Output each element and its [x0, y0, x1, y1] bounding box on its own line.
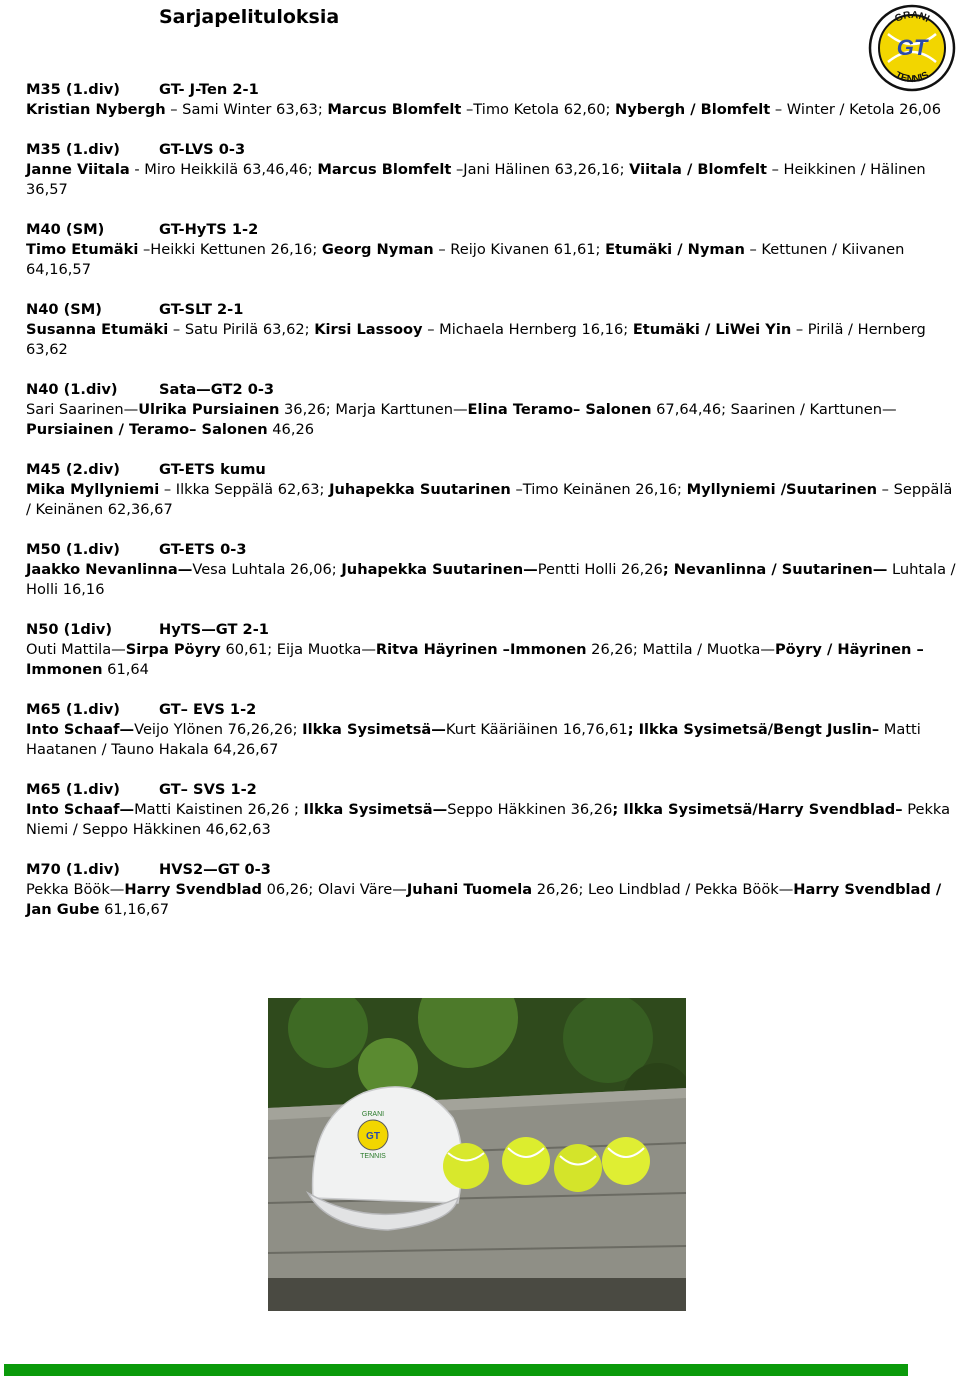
match-result — [26, 100, 956, 120]
match-block — [26, 220, 956, 280]
match-class: M35 (1.div) — [26, 81, 120, 98]
match-title: HVS2—GT 0-3 — [159, 861, 271, 878]
result-text: – Satu Pirilä 63,62; — [168, 321, 315, 338]
player-name: ; Ilkka Sysimetsä/Harry Svendblad– — [612, 801, 903, 818]
player-name: Harry Svendblad / Jan Gube — [26, 881, 942, 918]
match-title: GT-LVS 0-3 — [159, 141, 246, 158]
match-result — [26, 160, 956, 200]
match-title: GT-ETS 0-3 — [159, 541, 247, 558]
match-class: N50 (1div) — [26, 621, 113, 638]
result-text: Matti Haatanen / Tauno Hakala 64,26,67 — [26, 721, 921, 758]
match-title: Sata—GT2 0-3 — [159, 381, 275, 398]
match-header — [26, 860, 956, 880]
player-name: Viitala / Blomfelt — [629, 161, 767, 178]
result-text: – Winter / Ketola 26,06 — [770, 101, 942, 118]
result-text: – Pirilä / Hernberg 63,62 — [26, 321, 926, 358]
match-result — [26, 800, 956, 840]
cap-text-mid: GT — [366, 1131, 380, 1142]
result-text: – Reijo Kivanen 61,61; — [433, 241, 606, 258]
footer-bar — [4, 1364, 908, 1376]
player-name: Pöyry / Häyrinen – Immonen — [26, 641, 924, 678]
result-text: 61,64 — [102, 661, 149, 678]
player-name: Sirpa Pöyry — [125, 641, 221, 658]
cap-and-balls-photo — [268, 998, 686, 1311]
match-block — [26, 300, 956, 360]
result-text: –Heikki Kettunen 26,16; — [138, 241, 322, 258]
match-block — [26, 140, 956, 200]
player-name: ; Nevanlinna / Suutarinen— — [662, 561, 888, 578]
match-block — [26, 80, 956, 120]
match-header — [26, 300, 956, 320]
player-name: Juhani Tuomela — [406, 881, 533, 898]
match-header — [26, 460, 956, 480]
player-name: Myllyniemi /Suutarinen — [686, 481, 878, 498]
result-text: 06,26; Olavi Väre— — [261, 881, 407, 898]
result-text: – Ilkka Seppälä 62,63; — [159, 481, 330, 498]
page-title: Sarjapelituloksia — [159, 6, 340, 28]
result-text: 36,26; Marja Karttunen— — [279, 401, 468, 418]
result-text: – Sami Winter 63,63; — [165, 101, 328, 118]
match-block — [26, 380, 956, 440]
match-title: GT-ETS kumu — [159, 461, 266, 478]
player-name: Ulrika Pursiainen — [138, 401, 280, 418]
result-text: Vesa Luhtala 26,06; — [192, 561, 342, 578]
match-block — [26, 620, 956, 680]
match-class: M65 (1.div) — [26, 781, 120, 798]
player-name: Ilkka Sysimetsä— — [302, 721, 446, 738]
result-text: – Seppälä / Keinänen 62,36,67 — [26, 481, 953, 518]
result-text: Luhtala / Holli 16,16 — [26, 561, 956, 598]
match-class: M50 (1.div) — [26, 541, 120, 558]
result-text: –Jani Hälinen 63,26,16; — [451, 161, 630, 178]
result-text: Pekka Niemi / Seppo Häkkinen 46,62,63 — [26, 801, 951, 838]
player-name: Timo Etumäki — [26, 241, 139, 258]
result-text: 46,26 — [267, 421, 315, 438]
match-result — [26, 480, 956, 520]
match-class: N40 (SM) — [26, 301, 102, 318]
player-name: Mika Myllyniemi — [26, 481, 160, 498]
player-name: Etumäki / Nyman — [605, 241, 745, 258]
result-text: –Timo Ketola 62,60; — [461, 101, 616, 118]
match-result — [26, 640, 956, 680]
match-title: HyTS—GT 2-1 — [159, 621, 269, 638]
result-text: – Heikkinen / Hälinen 36,57 — [26, 161, 926, 198]
match-class: M40 (SM) — [26, 221, 105, 238]
player-name: Pursiainen / Teramo– Salonen — [26, 421, 268, 438]
player-name: Georg Nyman — [321, 241, 434, 258]
match-block — [26, 540, 956, 600]
player-name: Into Schaaf— — [26, 801, 135, 818]
logo-center-text: GT — [896, 35, 928, 60]
logo-bottom-text: TENNIS — [893, 69, 931, 86]
match-title: GT– EVS 1-2 — [159, 701, 257, 718]
player-name: Juhapekka Suutarinen— — [341, 561, 538, 578]
player-name: ; Ilkka Sysimetsä/Bengt Juslin– — [627, 721, 880, 738]
grani-tennis-logo — [868, 4, 956, 92]
match-header — [26, 220, 956, 240]
result-text: Kurt Kääriäinen 16,76,61 — [445, 721, 628, 738]
result-text: – Kettunen / Kiivanen 64,16,57 — [26, 241, 905, 278]
results-list — [26, 80, 956, 940]
player-name: Ritva Häyrinen –Immonen — [375, 641, 587, 658]
match-block — [26, 460, 956, 520]
result-text: Sari Saarinen— — [26, 401, 139, 418]
result-text: Outi Mattila— — [26, 641, 126, 658]
match-result — [26, 320, 956, 360]
match-result — [26, 720, 956, 760]
result-text: –Timo Keinänen 26,16; — [510, 481, 687, 498]
player-name: Janne Viitala — [26, 161, 130, 178]
result-text: Veijo Ylönen 76,26,26; — [134, 721, 303, 738]
player-name: Ilkka Sysimetsä— — [303, 801, 448, 818]
match-result — [26, 560, 956, 600]
cap-text-top: GRANI — [361, 1111, 385, 1118]
match-title: GT- J-Ten 2-1 — [159, 81, 259, 98]
player-name: Juhapekka Suutarinen — [329, 481, 511, 498]
result-text: 60,61; Eija Muotka— — [220, 641, 376, 658]
match-header — [26, 620, 956, 640]
player-name: Kristian Nybergh — [26, 101, 166, 118]
match-header — [26, 380, 956, 400]
result-text: 26,26; Leo Lindblad / Pekka Böök— — [532, 881, 794, 898]
player-name: Kirsi Lassooy — [314, 321, 423, 338]
match-result — [26, 400, 956, 440]
match-result — [26, 240, 956, 280]
result-text: – Michaela Hernberg 16,16; — [422, 321, 633, 338]
match-result — [26, 880, 956, 920]
match-header — [26, 80, 956, 100]
result-text: 61,16,67 — [99, 901, 170, 918]
match-header — [26, 540, 956, 560]
result-text: Pentti Holli 26,26 — [537, 561, 663, 578]
player-name: Marcus Blomfelt — [327, 101, 462, 118]
result-text: Pekka Böök— — [26, 881, 125, 898]
logo-top-text: GRANI — [893, 9, 932, 25]
result-text: - Miro Heikkilä 63,46,46; — [129, 161, 318, 178]
match-block — [26, 700, 956, 760]
player-name: Harry Svendblad — [124, 881, 262, 898]
player-name: Elina Teramo– Salonen — [467, 401, 652, 418]
match-class: N40 (1.div) — [26, 381, 118, 398]
player-name: Marcus Blomfelt — [317, 161, 452, 178]
match-class: M45 (2.div) — [26, 461, 120, 478]
player-name: Jaakko Nevanlinna— — [26, 561, 193, 578]
match-class: M35 (1.div) — [26, 141, 120, 158]
match-title: GT– SVS 1-2 — [159, 781, 257, 798]
match-header — [26, 700, 956, 720]
result-text: Seppo Häkkinen 36,26 — [447, 801, 613, 818]
player-name: Etumäki / LiWei Yin — [632, 321, 792, 338]
player-name: Nybergh / Blomfelt — [615, 101, 771, 118]
match-block — [26, 860, 956, 920]
cap-text-bottom: TENNIS — [360, 1153, 386, 1160]
player-name: Susanna Etumäki — [26, 321, 169, 338]
match-header — [26, 780, 956, 800]
match-title: GT-HyTS 1-2 — [159, 221, 259, 238]
match-class: M65 (1.div) — [26, 701, 120, 718]
result-text: Matti Kaistinen 26,26 ; — [134, 801, 304, 818]
match-header — [26, 140, 956, 160]
result-text: 26,26; Mattila / Muotka— — [586, 641, 775, 658]
match-class: M70 (1.div) — [26, 861, 120, 878]
result-text: 67,64,46; Saarinen / Karttunen— — [651, 401, 897, 418]
match-block — [26, 780, 956, 840]
player-name: Into Schaaf— — [26, 721, 135, 738]
match-title: GT-SLT 2-1 — [159, 301, 244, 318]
